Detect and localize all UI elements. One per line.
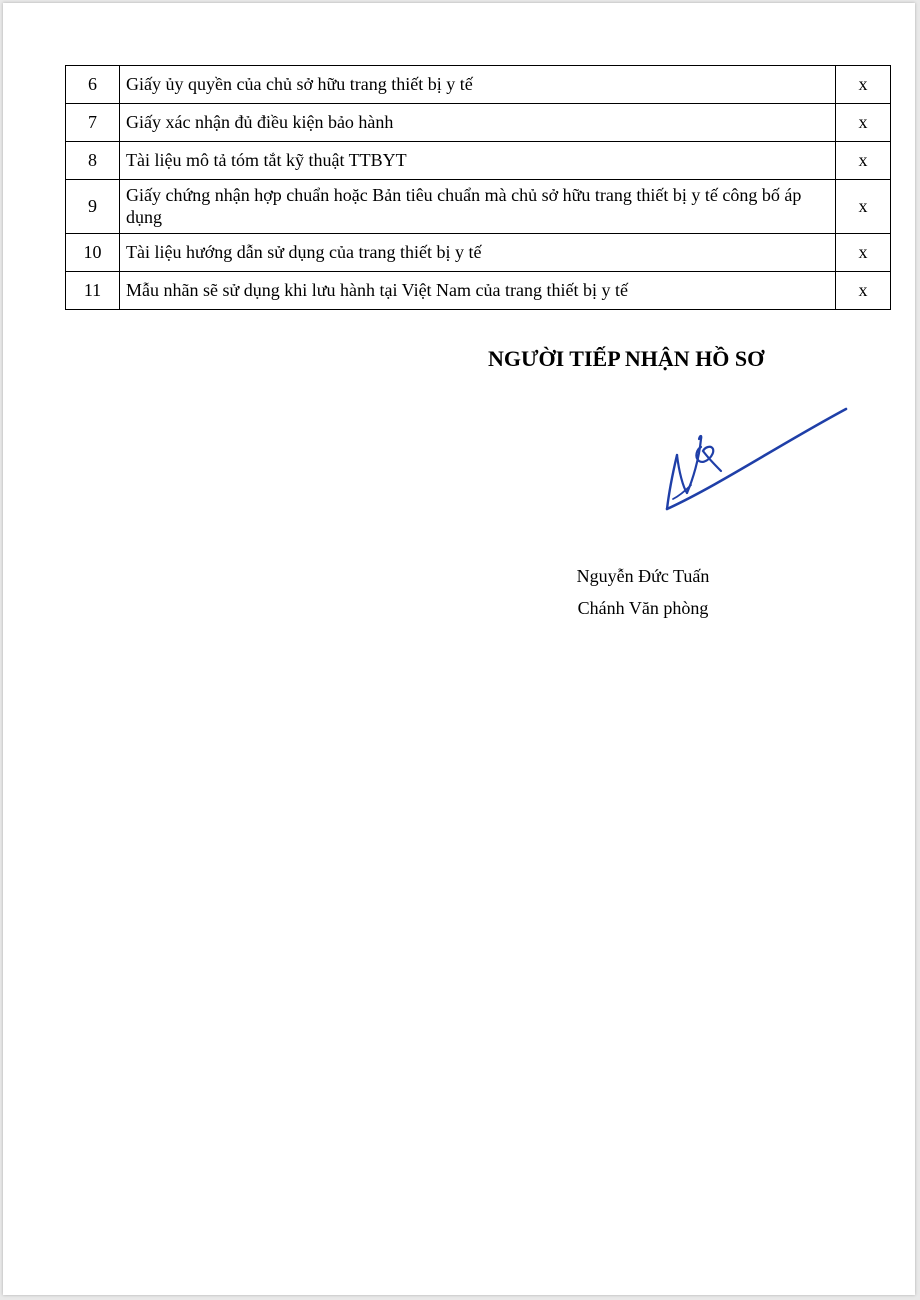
row-check-mark: x — [836, 142, 891, 180]
signer-role: Chánh Văn phòng — [577, 598, 709, 618]
row-check-mark: x — [836, 234, 891, 272]
row-check-mark: x — [836, 66, 891, 104]
row-number: 10 — [66, 234, 120, 272]
document-page — [3, 3, 915, 1295]
row-number: 9 — [66, 180, 120, 234]
table-row — [66, 234, 891, 272]
table-row — [66, 180, 891, 234]
signer-name: Nguyễn Đức Tuấn — [576, 566, 710, 586]
row-number: 11 — [66, 272, 120, 310]
row-document-name: Tài liệu hướng dẫn sử dụng của trang thiết bị y tế — [120, 234, 836, 272]
row-check-mark: x — [836, 180, 891, 234]
row-document-name: Giấy chứng nhận hợp chuẩn hoặc Bản tiêu chuẩn mà chủ sở hữu trang thiết bị y tế công bố áp dụng — [120, 180, 836, 234]
table-row — [66, 142, 891, 180]
table-row — [66, 104, 891, 142]
row-number: 6 — [66, 66, 120, 104]
row-document-name: Giấy ủy quyền của chủ sở hữu trang thiết bị y tế — [120, 66, 836, 104]
row-document-name: Giấy xác nhận đủ điều kiện bảo hành — [120, 104, 836, 142]
row-check-mark: x — [836, 104, 891, 142]
row-number: 7 — [66, 104, 120, 142]
document-checklist-table — [65, 65, 891, 310]
handwritten-signature — [629, 397, 849, 519]
row-document-name: Tài liệu mô tả tóm tắt kỹ thuật TTBYT — [120, 142, 836, 180]
table-row — [66, 66, 891, 104]
table-row — [66, 272, 891, 310]
row-check-mark: x — [836, 272, 891, 310]
row-number: 8 — [66, 142, 120, 180]
receiver-title: NGƯỜI TIẾP NHẬN HỒ SƠ — [488, 346, 765, 371]
row-document-name: Mẫu nhãn sẽ sử dụng khi lưu hành tại Việt Nam của trang thiết bị y tế — [120, 272, 836, 310]
